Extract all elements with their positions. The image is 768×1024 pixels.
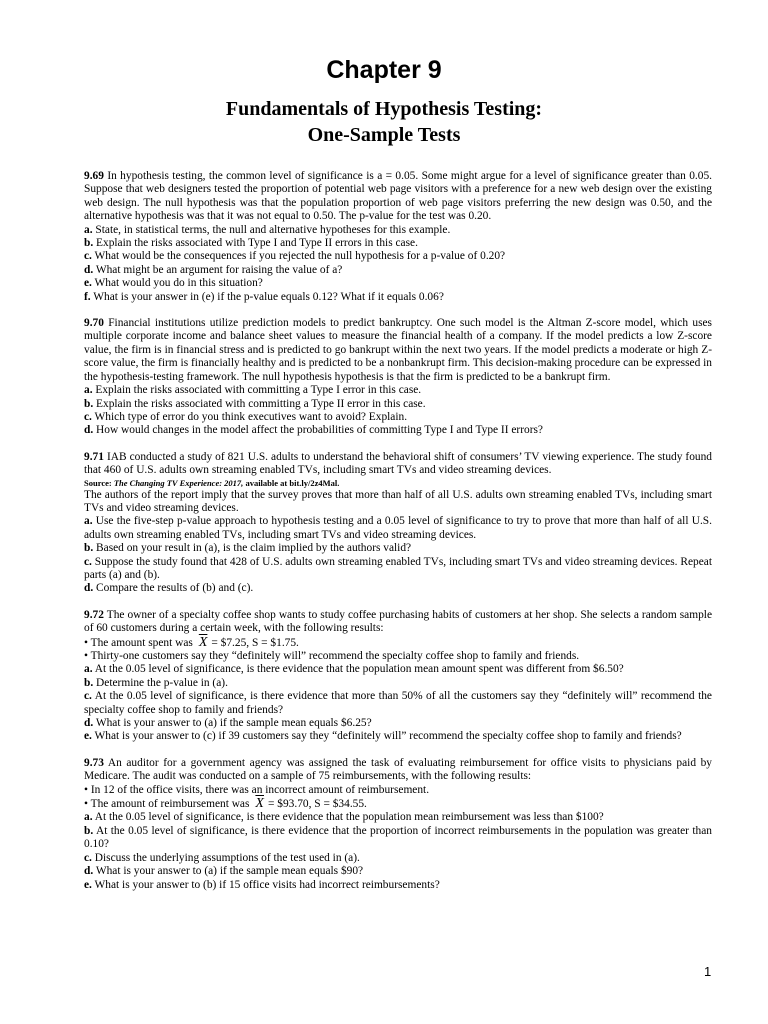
part-label: c.: [84, 851, 92, 864]
source-title: The Changing TV Experience: 2017,: [113, 477, 244, 488]
problem-9-73: [84, 757, 712, 892]
problem-part: [84, 515, 712, 542]
sample-mean-symbol: $\overline{X}$: [255, 796, 264, 812]
part-text: At the 0.05 level of significance, is there evidence that the population mean amount spent was different from $6.50?: [92, 663, 624, 676]
part-text: What is your answer to (a) if the sample mean equals $6.25?: [93, 717, 372, 730]
part-label: b.: [84, 542, 94, 555]
problem-part: [84, 717, 712, 730]
part-text: Based on your result in (a), is the claim implied by the authors valid?: [93, 542, 412, 555]
part-text: Explain the risks associated with committing a Type I error in this case.: [92, 384, 422, 397]
part-text: At the 0.05 level of significance, is there evidence that the population mean reimbursement was less than $100?: [92, 811, 604, 824]
problem-intro: [84, 170, 712, 224]
chapter-title: [0, 96, 768, 148]
part-label: c.: [84, 555, 92, 568]
part-text: What would be the consequences if you rejected the null hypothesis for a p-value of 0.20?: [91, 250, 506, 263]
problem-part: [84, 398, 712, 411]
problem-part: [84, 556, 712, 583]
part-text: What is your answer to (b) if 15 office visits had incorrect reimbursements?: [91, 878, 440, 891]
part-label: b.: [84, 237, 94, 250]
problem-part: [84, 690, 712, 717]
problem-number: 9.69: [84, 170, 104, 182]
problem-part: [84, 291, 712, 304]
bullet-text: = $93.70, S = $34.55.: [267, 798, 367, 811]
source-prefix: Source:: [84, 477, 114, 488]
problem-number: 9.72: [84, 608, 104, 621]
part-label: a.: [84, 663, 93, 676]
part-label: c.: [84, 250, 92, 263]
problem-9-70: [84, 317, 712, 438]
part-label: d.: [84, 263, 94, 276]
problem-part: [84, 384, 712, 397]
part-text: Which type of error do you think executives want to avoid? Explain.: [91, 410, 408, 423]
problem-9-69: [84, 170, 712, 304]
part-label: a.: [84, 811, 93, 824]
bullet-text: = $7.25, S = $1.75.: [211, 636, 299, 649]
problem-list: [84, 170, 712, 905]
part-label: a.: [84, 384, 93, 397]
source-citation: [84, 478, 712, 489]
bullet-item: [84, 636, 712, 650]
part-text: Use the five-step p-value approach to hypothesis testing and a 0.05 level of significance to try to prove that more than half of all U.S. adults own streaming enabled TVs, including smart TVs and video streaming devices.: [84, 515, 712, 541]
problem-intro: [84, 757, 712, 784]
part-label: d.: [84, 865, 94, 878]
part-text: Explain the risks associated with Type I and Type II errors in this case.: [93, 237, 418, 250]
bullet-item: • In 12 of the office visits, there was an incorrect amount of reimbursement.: [84, 783, 430, 796]
problem-part: [84, 663, 712, 676]
part-text: What is your answer in (e) if the p-value equals 0.12? What if it equals 0.06?: [90, 290, 444, 303]
problem-part: [84, 730, 712, 743]
sample-mean-symbol: $\overline{X}$: [198, 634, 208, 650]
problem-followup: The authors of the report imply that the survey proves that more than half of all U.S. adults own streaming enabled TVs, including smart TVs and video streaming devices.: [84, 488, 712, 514]
problem-part: [84, 852, 712, 865]
problem-text: In hypothesis testing, the common level of significance is a = 0.05. Some might argue for a level of significance greater than 0.05. Suppose that web designers tested the proportion of potential web page visitors with a preference for a new web design over the existing web design. The null hypothesis was that the population proportion of web page visitors preferring the new design was 0.50, and the alternative hypothesis was that it was not equal to 0.50. The p-value for the test was 0.20.: [84, 170, 712, 223]
problem-part: [84, 865, 712, 878]
problem-text: The owner of a specialty coffee shop wants to study coffee purchasing habits of customers at her shop. She selects a random sample of 60 customers during a certain week, with the following results:: [84, 608, 712, 635]
part-text: State, in statistical terms, the null and alternative hypotheses for this example.: [92, 223, 451, 236]
part-label: d.: [84, 717, 94, 730]
part-label: f.: [84, 290, 91, 303]
problem-text: Financial institutions utilize prediction models to predict bankruptcy. One such model is the Altman Z-score model, which uses multiple corporate income and balance sheet values to measure the financial health of a company. If the model predicts a low Z-score value, the firm is in financial stress and is predicted to go bankrupt within the next two years. If the model predicts a moderate or high Z-score value, the firm is financially healthy and is predicted to be a nonbankrupt firm. This decision-making procedure can be expressed in the hypothesis-testing framework. The null hypothesis hypothesis is that the firm is predicted to be a bankrupt firm.: [84, 317, 712, 383]
part-label: b.: [84, 397, 94, 410]
problem-number: 9.73: [84, 756, 104, 769]
problem-part: [84, 677, 712, 690]
problem-text: An auditor for a government agency was assigned the task of evaluating reimbursement for office visits to physicians paid by Medicare. The audit was conducted on a sample of 75 reimbursements, with the following results:: [84, 756, 712, 783]
part-text: Explain the risks associated with committing a Type II error in this case.: [93, 397, 426, 410]
problem-part: [84, 237, 712, 250]
chapter-heading: Chapter 9: [326, 56, 442, 84]
part-text: What would you do in this situation?: [91, 277, 263, 290]
problem-number: 9.70: [84, 317, 104, 330]
part-label: c.: [84, 410, 92, 423]
problem-intro: [84, 451, 712, 478]
part-label: a.: [84, 223, 93, 236]
part-label: a.: [84, 515, 93, 528]
part-text: What is your answer to (a) if the sample mean equals $90?: [93, 865, 364, 878]
problem-part: [84, 224, 712, 237]
problem-part: [84, 411, 712, 424]
bullet-item: [84, 797, 712, 811]
chapter-title-line-2: One-Sample Tests: [307, 124, 461, 146]
bullet-text: • The amount of reimbursement was: [84, 798, 250, 811]
part-text: Compare the results of (b) and (c).: [93, 582, 254, 595]
problem-text: IAB conducted a study of 821 U.S. adults to understand the behavioral shift of consumers’ TV viewing experience. The study found that 460 of U.S. adults own streaming enabled TVs, including smart TVs and video streaming devices.: [84, 450, 712, 477]
part-text: What is your answer to (c) if 39 customers say they “definitely will” recommend the specialty coffee shop to family and friends?: [91, 730, 682, 743]
part-label: e.: [84, 878, 92, 891]
part-label: c.: [84, 690, 92, 703]
part-text: Discuss the underlying assumptions of the test used in (a).: [91, 851, 360, 864]
problem-number: 9.71: [84, 450, 104, 463]
part-text: Suppose the study found that 428 of U.S. adults own streaming enabled TVs, including smart TVs and video streaming devices. Repeat parts (a) and (b).: [84, 555, 712, 581]
part-label: d.: [84, 424, 94, 437]
part-label: b.: [84, 676, 94, 689]
problem-part: [84, 879, 712, 892]
page-number: 1: [704, 964, 712, 979]
problem-part: [84, 250, 712, 263]
chapter-title-line-1: Fundamentals of Hypothesis Testing:: [225, 98, 543, 120]
problem-9-71: [84, 451, 712, 596]
bullet-text: • The amount spent was: [84, 636, 193, 649]
problem-intro: [84, 317, 712, 384]
part-text: Determine the p-value in (a).: [93, 676, 228, 689]
problem-part: [84, 424, 712, 437]
part-label: b.: [84, 824, 94, 837]
problem-part: [84, 542, 712, 555]
problem-part: [84, 811, 712, 824]
bullet-item: • Thirty-one customers say they “definitely will” recommend the specialty coffee shop to family and friends.: [84, 650, 580, 662]
part-text: How would changes in the model affect the probabilities of committing Type I and Type II errors?: [93, 424, 543, 437]
problem-9-72: [84, 609, 712, 744]
part-label: e.: [84, 277, 92, 290]
source-suffix: available at bit.ly/2z4Mal.: [243, 477, 340, 488]
part-text: At the 0.05 level of significance, is there evidence that more than 50% of all the customers say they “definitely will” recommend the specialty coffee shop to family and friends?: [84, 690, 712, 716]
problem-part: [84, 582, 712, 595]
part-text: What might be an argument for raising the value of a?: [93, 263, 343, 276]
problem-part: [84, 277, 712, 290]
part-text: At the 0.05 level of significance, is there evidence that the proportion of incorrect reimbursements in the population was greater than 0.10?: [84, 824, 712, 851]
part-label: d.: [84, 582, 94, 595]
problem-part: [84, 825, 712, 852]
problem-intro: [84, 609, 712, 636]
part-label: e.: [84, 730, 92, 743]
problem-part: [84, 264, 712, 277]
